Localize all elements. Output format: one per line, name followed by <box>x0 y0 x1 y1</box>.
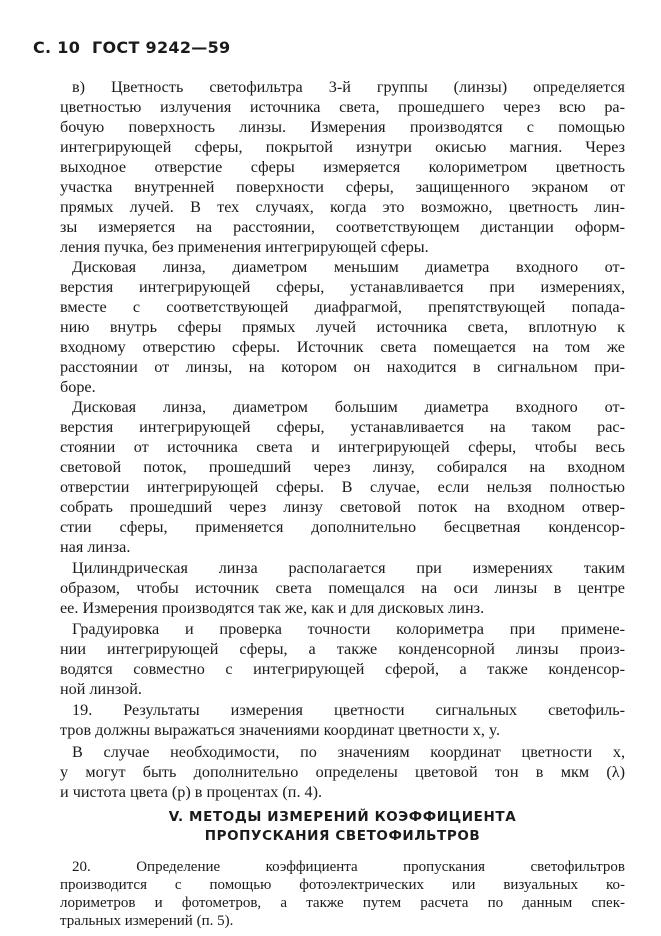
text-line: бочую поверхность линзы. Измерения производятся с помощью <box>60 118 625 136</box>
paragraph-cylindrical-lens <box>60 558 625 618</box>
text-line: ления пучка, без применения интегрирующей сферы. <box>60 238 429 256</box>
text-line: 20. Определение коэффициента пропускания светофильтров <box>72 859 625 875</box>
text-line: Градуировка и проверка точности колориметра при примене- <box>72 620 625 638</box>
paragraph-calibration <box>60 619 625 699</box>
text-line: прямых лучей. В тех случаях, когда это возможно, цветность лин- <box>60 198 625 216</box>
section-title-line: ПРОПУСКАНИЯ СВЕТОФИЛЬТРОВ <box>204 828 481 844</box>
text-line: Дисковая линза, диаметром большим диаметра входного от- <box>72 398 625 416</box>
section-title-line: V. МЕТОДЫ ИЗМЕРЕНИЙ КОЭФФИЦИЕНТА <box>168 809 517 825</box>
text-line: отверстии интегрирующей сферы. В случае, если нельзя полностью <box>60 478 625 496</box>
text-line: стоянии от источника света и интегрирующей сферы, чтобы весь <box>60 438 625 456</box>
page-number: С. 10 <box>33 38 81 57</box>
text-line: тральных измерений (п. 5). <box>60 913 234 929</box>
paragraph-disk-lens-smaller <box>60 257 625 397</box>
text-line: стии сферы, применяется дополнительно бесцветная конденсор- <box>60 518 625 536</box>
text-line: цветностью излучения источника света, прошедшего через всю ра- <box>60 98 625 116</box>
paragraph-20-transmittance <box>60 858 625 930</box>
text-line: верстия интегрирующей сферы, устанавливается на таком рас- <box>60 418 625 436</box>
text-line: входному отверстию сферы. Источник света помещается на том же <box>60 338 625 356</box>
text-line: и чистота цвета (p) в процентах (п. 4). <box>60 783 323 801</box>
text-line: расстоянии от линзы, на котором он находится в сигнальном при- <box>60 358 625 376</box>
text-line: интегрирующей сферы, покрытой изнутри окисью магния. Через <box>60 138 625 156</box>
text-line: ее. Измерения производятся так же, как и для дисковых линз. <box>60 599 485 617</box>
text-line: собрать прошедший через линзу световой поток на входном отвер- <box>60 498 625 516</box>
text-line: вместе с соответствующей диафрагмой, препятствующей попада- <box>60 298 625 316</box>
paragraph-hue-purity <box>60 742 625 802</box>
section-v-heading <box>60 808 625 846</box>
text-line: y могут быть дополнительно определены цветовой тон в мкм (λ) <box>60 763 625 781</box>
text-line: участка внутренней поверхности сферы, защищенного экраном от <box>60 178 625 196</box>
text-line: В случае необходимости, по значениям координат цветности x, <box>72 743 625 761</box>
text-line: Дисковая линза, диаметром меньшим диаметра входного от- <box>72 258 625 276</box>
text-line: в) Цветность светофильтра 3-й группы (линзы) определяется <box>72 78 625 96</box>
text-line: водятся совместно с интегрирующей сферой, а также конденсор- <box>60 660 625 678</box>
text-line: образом, чтобы источник света помещался на оси линзы в центре <box>60 579 625 597</box>
text-line: нию внутрь сферы прямых лучей источника света, вплотную к <box>60 318 625 336</box>
paragraph-19-results <box>60 700 625 740</box>
text-line: выходное отверстие сферы измеряется колориметром цветность <box>60 158 625 176</box>
text-line: нии интегрирующей сферы, а также конденсорной линзы произ- <box>60 640 625 658</box>
text-line: тров должны выражаться значениями координат цветности x, y. <box>60 721 501 739</box>
text-line: лориметров и фотометров, а также путем расчета по данным спек- <box>60 895 625 911</box>
text-line: 19. Результаты измерения цветности сигнальных светофиль- <box>72 701 625 719</box>
text-line: верстия интегрирующей сферы, устанавливается при измерениях, <box>60 278 625 296</box>
page-header <box>33 38 236 57</box>
text-line: Цилиндрическая линза располагается при измерениях таким <box>72 559 625 577</box>
text-line: ная линза. <box>60 538 131 556</box>
text-line: световой поток, прошедший через линзу, собирался на входном <box>60 458 625 476</box>
standard-code: ГОСТ 9242—59 <box>92 38 231 57</box>
text-line: боре. <box>60 378 96 396</box>
text-line: зы измеряется на расстоянии, соответствующем дистанции оформ- <box>60 218 625 236</box>
text-line: ной линзой. <box>60 680 142 698</box>
paragraph-v-lens-chromaticity <box>60 77 625 257</box>
paragraph-disk-lens-larger <box>60 397 625 557</box>
text-line: производится с помощью фотоэлектрических или визуальных ко- <box>60 877 625 893</box>
